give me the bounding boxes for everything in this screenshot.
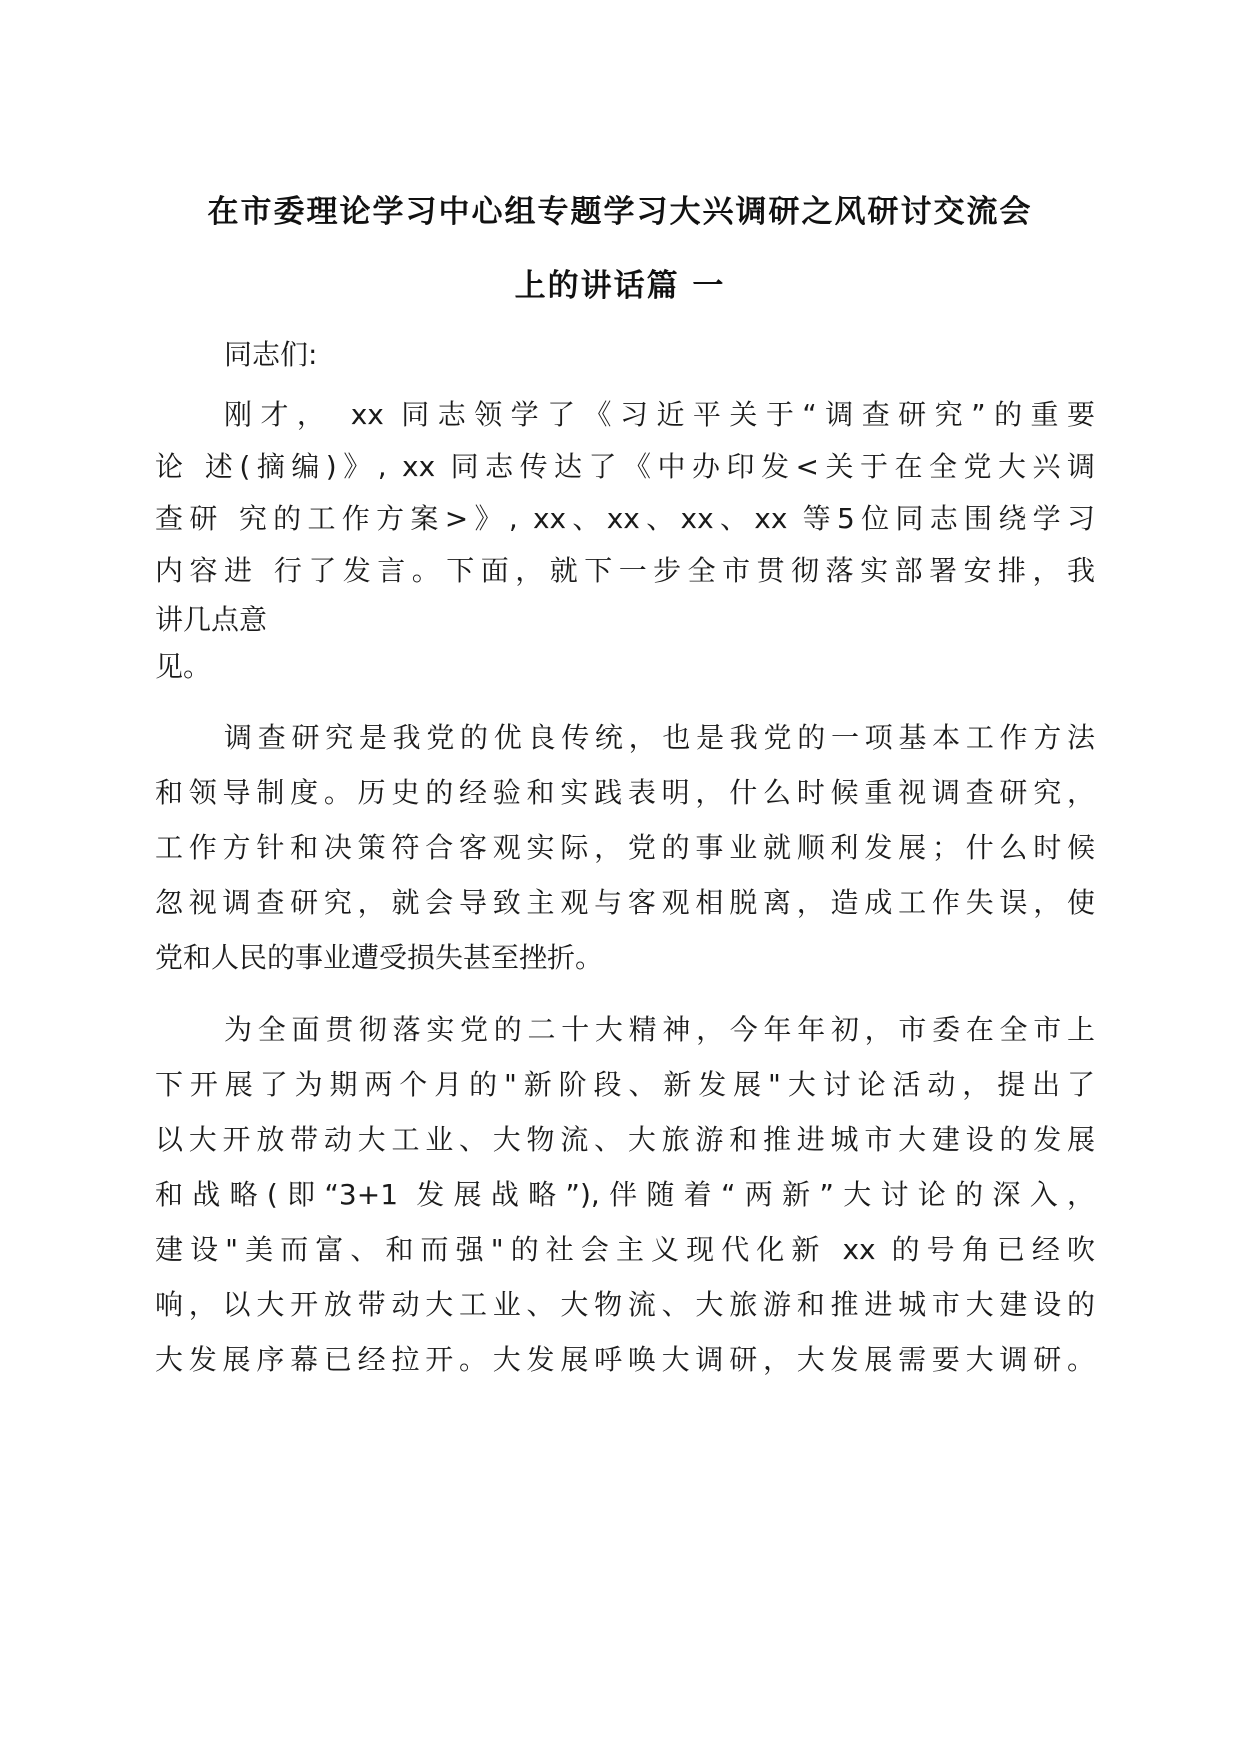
paragraph-3-line-1: 为全面贯彻落实党的二十大精神，今年年初，市委在全市上 [224, 1013, 1095, 1046]
paragraph-1-line-2: 论 述(摘编)》, xx 同志传达了《中办印发<关于在全党大兴调 [155, 450, 1095, 483]
paragraph-2-line-1: 调查研究是我党的优良传统，也是我党的一项基本工作方法 [224, 721, 1095, 754]
paragraph-1-line-4: 内容进 行了发言。下面，就下一步全市贯彻落实部署安排，我 [155, 554, 1095, 587]
paragraph-2-line-5: 党和人民的事业遭受损失甚至挫折。 [155, 941, 604, 974]
paragraph-3-line-7: 大发展序幕已经拉开。大发展呼唤大调研，大发展需要大调研。 [155, 1343, 1095, 1376]
paragraph-2-line-4: 忽视调查研究，就会导致主观与客观相脱离，造成工作失误，使 [155, 886, 1095, 919]
salutation: 同志们: [224, 338, 318, 371]
paragraph-3-line-5: 建设"美而富、和而强"的社会主义现代化新 xx 的号角已经吹 [155, 1233, 1095, 1266]
paragraph-3-line-2: 下开展了为期两个月的"新阶段、新发展"大讨论活动，提出了 [155, 1068, 1095, 1101]
paragraph-3-line-4: 和战略(即“3+1 发展战略”),伴随着“两新”大讨论的深入， [155, 1178, 1095, 1211]
paragraph-2-line-2: 和领导制度。历史的经验和实践表明，什么时候重视调查研究， [155, 776, 1095, 809]
paragraph-3-line-6: 响，以大开放带动大工业、大物流、大旅游和推进城市大建设的 [155, 1288, 1095, 1321]
paragraph-3-line-3: 以大开放带动大工业、大物流、大旅游和推进城市大建设的发展 [155, 1123, 1095, 1156]
paragraph-2-line-3: 工作方针和决策符合客观实际，党的事业就顺利发展；什么时候 [155, 831, 1095, 864]
paragraph-1-line-1: 刚才， xx 同志领学了《习近平关于“调查研究”的重要 [224, 398, 1095, 431]
document-title-line-1: 在市委理论学习中心组专题学习大兴调研之风研讨交流会 [207, 194, 1033, 230]
paragraph-1-line-3: 查研 究的工作方案>》, xx、xx、xx、xx 等5位同志围绕学习 [155, 502, 1095, 535]
paragraph-1-line-6: 见。 [155, 650, 212, 683]
paragraph-1-line-5: 讲几点意 [155, 603, 268, 636]
document-title-line-2: 上的讲话篇 一 [514, 268, 726, 304]
